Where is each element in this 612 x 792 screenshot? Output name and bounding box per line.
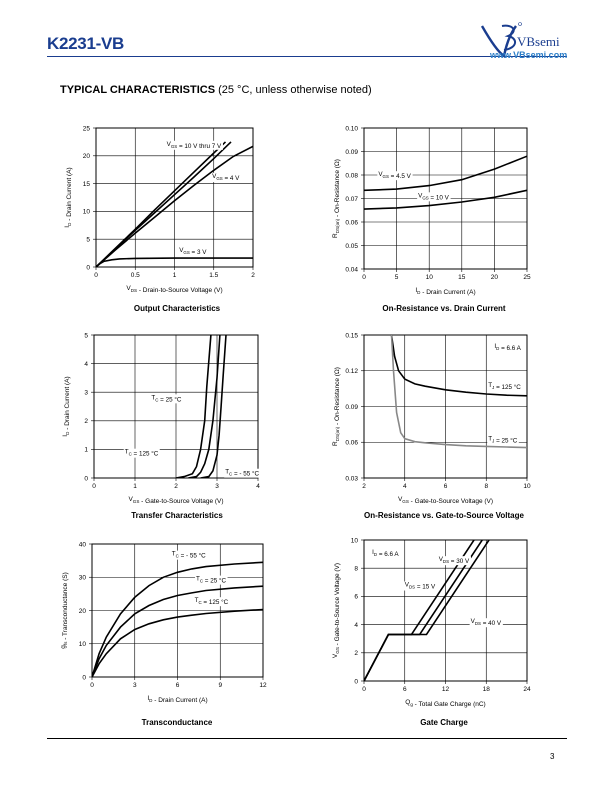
series-label: $V_{DS} = 40$ V: [470, 618, 502, 628]
y-tick-label: 4: [354, 621, 358, 629]
series-label: $V_{DS} = 15$ V: [404, 581, 436, 591]
y-tick-label: 0.06: [345, 219, 358, 227]
x-tick-label: 10: [425, 274, 433, 281]
series-label: $T_C = 125$ °C: [194, 597, 229, 607]
x-tick-label: 6: [175, 682, 180, 689]
series-label: $T_C$ = - 55 °C: [171, 550, 206, 560]
y-tick-label: 0.08: [345, 172, 358, 180]
y-tick-label: 0.09: [345, 403, 358, 411]
y-tick-label: 3: [84, 389, 88, 397]
x-tick-label: 4: [256, 483, 260, 490]
series-label: $T_C = 125$ °C: [124, 448, 159, 458]
y-tick-label: 0.12: [345, 368, 358, 376]
y-tick-label: 0.06: [345, 439, 358, 447]
x-tick-label: 1: [172, 272, 177, 279]
website-url[interactable]: www.VBsemi.com: [490, 50, 568, 60]
y-axis-label: $I_D$ - Drain Current (A): [64, 167, 73, 228]
y-tick-label: 0.09: [345, 148, 358, 156]
chart-gate-charge: [332, 537, 531, 708]
x-tick-label: 3: [215, 483, 219, 490]
series-label: $T_J = 25$ °C: [488, 435, 518, 445]
y-tick-label: 10: [78, 641, 86, 649]
y-tick-label: 30: [78, 574, 86, 582]
y-tick-label: 2: [354, 650, 358, 658]
y-axis-label: $R_{DS(on)}$ - On-Resistance (Ω): [332, 367, 341, 446]
chart-annotation: $I_D = 6.6$ A: [372, 549, 399, 559]
y-tick-label: 4: [84, 360, 88, 368]
y-tick-label: 0.15: [345, 332, 358, 340]
chart-transfer: [62, 332, 261, 505]
y-tick-label: 5: [86, 236, 90, 244]
x-axis-label: $I_D$ - Drain Current (A): [415, 287, 476, 296]
x-tick-label: 2: [362, 483, 366, 490]
series-label: $V_{GS} = 3$ V: [179, 246, 207, 256]
y-tick-label: 0: [82, 674, 86, 682]
x-tick-label: 10: [523, 483, 531, 490]
x-axis-label: $V_{GS}$ - Gate-to-Source Voltage (V): [128, 496, 224, 505]
series-label: $T_C$ = - 55 °C: [225, 468, 260, 478]
x-tick-label: 0: [92, 483, 96, 490]
series-label: $V_{GS} = 4$ V: [212, 173, 240, 183]
x-tick-label: 24: [523, 686, 531, 693]
x-tick-label: 1.5: [209, 272, 219, 279]
x-tick-label: 9: [218, 682, 223, 689]
y-tick-label: 0.05: [345, 242, 358, 250]
y-tick-label: 25: [82, 125, 90, 133]
caption-ron-vgs: On-Resistance vs. Gate-to-Source Voltage: [364, 511, 524, 520]
y-tick-label: 40: [78, 541, 86, 549]
y-tick-label: 0: [86, 264, 90, 272]
x-tick-label: 8: [484, 483, 489, 490]
x-axis-label: $V_{DS}$ - Drain-to-Source Voltage (V): [126, 285, 223, 294]
caption-transfer: Transfer Characteristics: [131, 511, 223, 520]
y-tick-label: 20: [82, 153, 90, 161]
series-label: $V_{GS} = 10$ V: [418, 192, 449, 202]
y-axis-label: $R_{DS(on)}$ - On-Resistance (Ω): [332, 159, 341, 238]
series-label: $T_C = 25$ °C: [196, 575, 227, 585]
chart-gfs: [60, 541, 267, 704]
y-tick-label: 10: [350, 537, 358, 545]
x-tick-label: 20: [490, 274, 499, 281]
x-axis-label: $Q_g$ - Total Gate Charge (nC): [405, 699, 486, 708]
x-tick-label: 0.5: [130, 272, 140, 279]
chart-annotation: $I_D = 6.6$ A: [494, 343, 521, 353]
x-tick-label: 3: [132, 682, 137, 689]
y-axis-label: $I_D$ - Drain Current (A): [62, 376, 71, 437]
y-tick-label: 0.10: [345, 125, 358, 133]
caption-ron-id: On-Resistance vs. Drain Current: [382, 304, 506, 313]
series-line: [201, 335, 226, 478]
y-tick-label: 15: [82, 180, 90, 188]
x-axis-label: $I_D$ - Drain Current (A): [147, 695, 208, 704]
series-label: $T_C = 25$ °C: [151, 394, 182, 404]
y-tick-label: 0: [354, 678, 358, 686]
x-tick-label: 4: [402, 483, 407, 490]
y-tick-label: 0.07: [345, 195, 358, 203]
x-tick-label: 6: [402, 686, 407, 693]
y-tick-label: 1: [84, 446, 88, 454]
brand-name: VBsemi: [517, 34, 560, 49]
y-tick-label: 8: [354, 565, 358, 573]
y-tick-label: 5: [84, 332, 88, 340]
chart-output: [64, 125, 255, 294]
section-subtitle: (25 °C, unless otherwise noted): [218, 84, 372, 96]
caption-gate-charge: Gate Charge: [420, 718, 468, 727]
series-line: [188, 335, 220, 478]
x-tick-label: 12: [441, 686, 450, 693]
x-tick-label: 15: [458, 274, 466, 281]
y-axis-label: $g_{fs}$ - Transconductance (S): [60, 572, 69, 649]
x-tick-label: 0: [90, 682, 94, 689]
x-tick-label: 0: [94, 272, 98, 279]
series-label: $T_J = 125$ °C: [488, 381, 521, 391]
part-number: K2231-VB: [47, 34, 124, 53]
x-tick-label: 6: [443, 483, 448, 490]
x-tick-label: 5: [394, 274, 399, 281]
y-axis-label: $V_{GS}$ - Gate-to-Source Voltage (V): [332, 562, 341, 659]
footer-rule: [47, 738, 567, 739]
x-axis-label: $V_{GS}$ - Gate-to-Source Voltage (V): [397, 496, 494, 505]
chart-ron-vgs: [332, 332, 531, 505]
caption-output: Output Characteristics: [133, 304, 221, 313]
series-line: [176, 335, 211, 478]
y-tick-label: 6: [354, 593, 358, 601]
x-tick-label: 1: [133, 483, 137, 490]
x-tick-label: 12: [259, 682, 267, 689]
series-label: $V_{GS} = 4.5$ V: [378, 171, 411, 181]
y-tick-label: 0: [84, 475, 88, 483]
x-tick-label: 25: [523, 274, 531, 281]
x-tick-label: 2: [174, 483, 178, 490]
x-tick-label: 2: [251, 272, 255, 279]
page-number: 3: [550, 752, 555, 761]
y-tick-label: 2: [84, 418, 88, 426]
y-tick-label: 0.03: [345, 475, 358, 483]
chart-ron-id: [332, 125, 531, 296]
x-tick-label: 0: [362, 686, 366, 693]
x-tick-label: 18: [482, 686, 490, 693]
series-label: $V_{DS} = 30$ V: [438, 556, 470, 566]
y-tick-label: 10: [82, 208, 90, 216]
x-tick-label: 0: [362, 274, 366, 281]
series-label: $V_{GS} = 10$ V thru 7 V: [166, 140, 222, 150]
section-title: TYPICAL CHARACTERISTICS: [60, 84, 216, 96]
caption-gfs: Transconductance: [141, 718, 213, 727]
y-tick-label: 20: [78, 607, 86, 615]
y-tick-label: 0.04: [345, 266, 358, 274]
